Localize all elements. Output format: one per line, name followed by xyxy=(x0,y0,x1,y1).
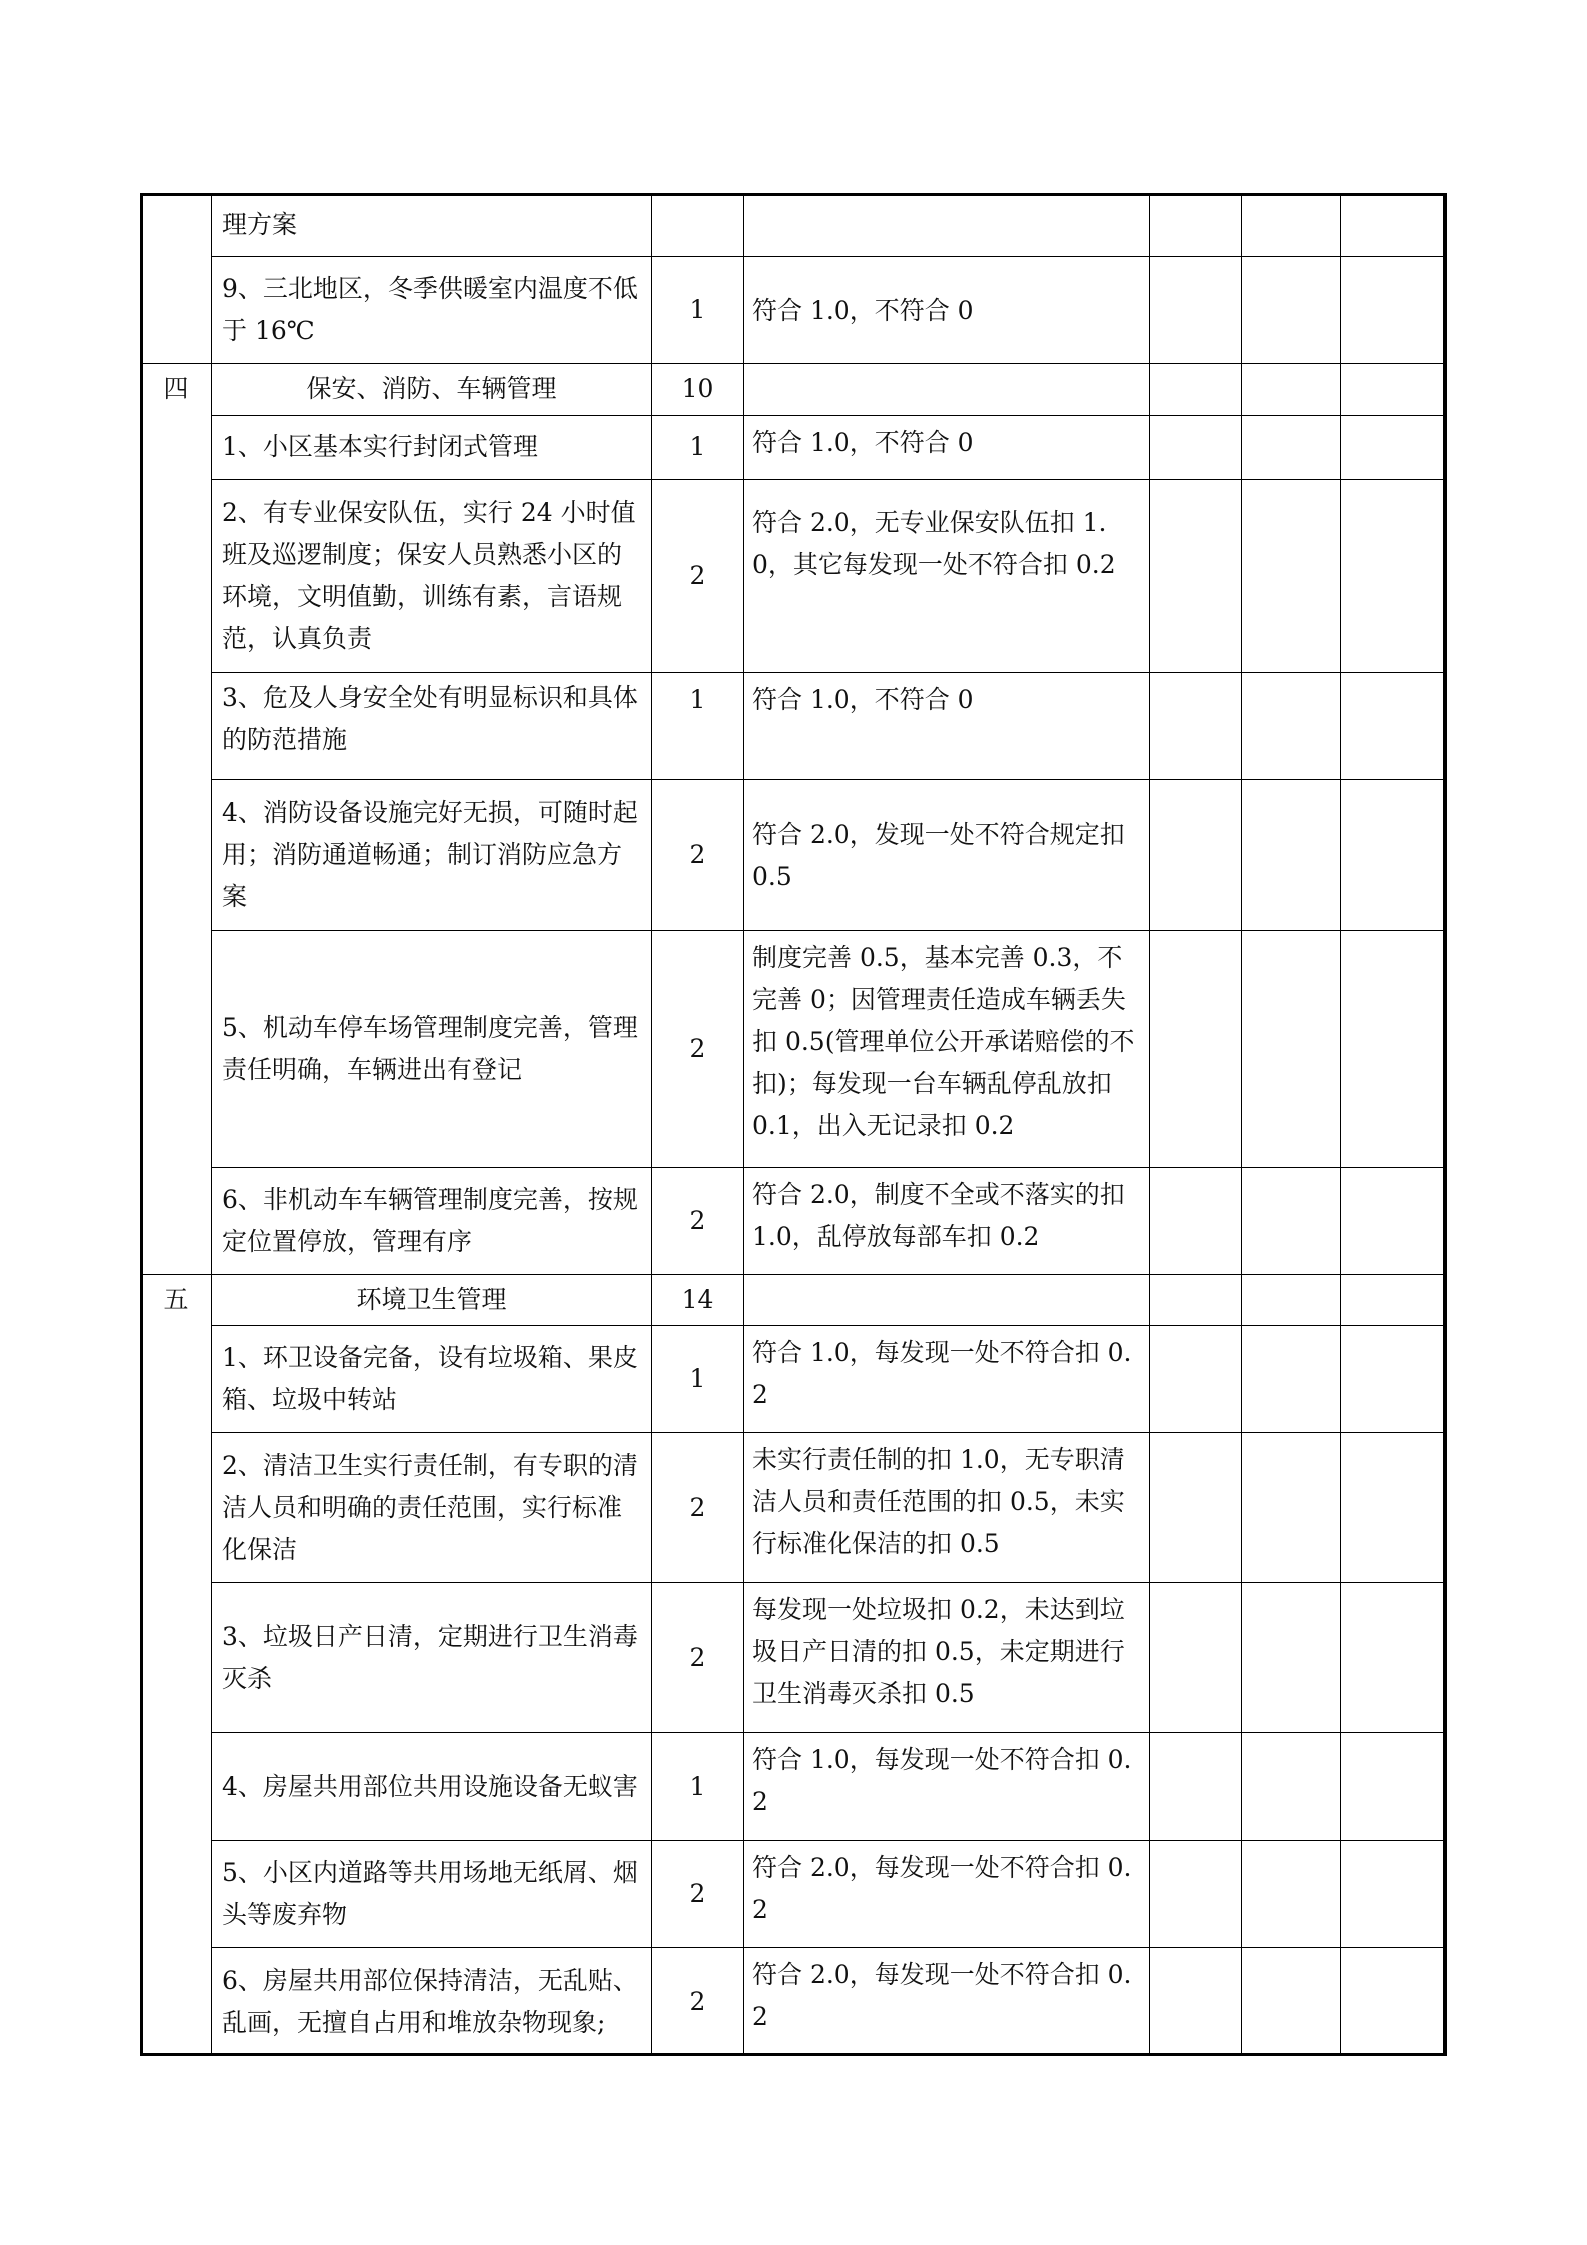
standard-cell: 符合 2.0，发现一处不符合规定扣 0.5 xyxy=(744,780,1150,931)
blank-cell xyxy=(1150,415,1242,479)
blank-cell xyxy=(1150,1948,1242,2056)
standard-cell: 制度完善 0.5，基本完善 0.3，不完善 0；因管理责任造成车辆丢失扣 0.5(管理单位公开承诺赔偿的不扣)；每发现一台车辆乱停乱放扣 0.1，出入无记录扣 0.2 xyxy=(744,930,1150,1167)
blank-cell xyxy=(1341,1167,1447,1274)
blank-cell xyxy=(1341,363,1447,415)
blank-cell xyxy=(1341,1274,1447,1326)
section-header-row xyxy=(141,363,1447,415)
blank-cell xyxy=(1150,1326,1242,1433)
table-row xyxy=(141,1433,1447,1583)
blank-cell xyxy=(1341,1433,1447,1583)
item-cell: 理方案 xyxy=(212,194,652,257)
item-cell: 2、有专业保安队伍，实行 24 小时值班及巡逻制度；保安人员熟悉小区的环境，文明值勤，训练有素，言语规范，认真负责 xyxy=(212,479,652,672)
standard-cell: 每发现一处垃圾扣 0.2，未达到垃圾日产日清的扣 0.5，未定期进行卫生消毒灭杀扣 0.5 xyxy=(744,1582,1150,1733)
score-cell xyxy=(652,194,744,257)
section-score: 14 xyxy=(652,1274,744,1326)
table-row xyxy=(141,479,1447,672)
standard-cell xyxy=(744,194,1150,257)
blank-cell xyxy=(1242,415,1341,479)
standard-cell: 符合 1.0，不符合 0 xyxy=(744,673,1150,780)
blank-cell xyxy=(1150,479,1242,672)
blank-cell xyxy=(1341,1948,1447,2056)
score-cell: 1 xyxy=(652,1326,744,1433)
score-cell: 1 xyxy=(652,415,744,479)
blank-cell xyxy=(1150,673,1242,780)
score-cell: 1 xyxy=(652,673,744,780)
blank-cell xyxy=(1242,780,1341,931)
blank-cell xyxy=(1150,1167,1242,1274)
item-cell: 3、垃圾日产日清，定期进行卫生消毒灭杀 xyxy=(212,1582,652,1733)
blank-cell xyxy=(1341,1582,1447,1733)
standard-cell xyxy=(744,1274,1150,1326)
blank-cell xyxy=(1341,1733,1447,1841)
score-cell: 1 xyxy=(652,1733,744,1841)
blank-cell xyxy=(1150,257,1242,364)
score-cell: 2 xyxy=(652,1433,744,1583)
score-cell: 2 xyxy=(652,1948,744,2056)
blank-cell xyxy=(1242,363,1341,415)
blank-cell xyxy=(1242,1948,1341,2056)
score-cell: 2 xyxy=(652,479,744,672)
standard-cell: 符合 1.0，每发现一处不符合扣 0.2 xyxy=(744,1326,1150,1433)
blank-cell xyxy=(1150,930,1242,1167)
blank-cell xyxy=(1242,257,1341,364)
blank-cell xyxy=(1341,930,1447,1167)
score-cell: 2 xyxy=(652,780,744,931)
score-cell: 2 xyxy=(652,930,744,1167)
table-row xyxy=(141,1948,1447,2056)
blank-cell xyxy=(1341,780,1447,931)
table-row xyxy=(141,257,1447,364)
blank-cell xyxy=(1150,1433,1242,1583)
score-cell: 2 xyxy=(652,1582,744,1733)
section-header-row xyxy=(141,1274,1447,1326)
blank-cell xyxy=(1242,194,1341,257)
blank-cell xyxy=(1341,479,1447,672)
standard-cell: 符合 1.0，不符合 0 xyxy=(744,415,1150,479)
standard-cell: 符合 2.0，制度不全或不落实的扣 1.0，乱停放每部车扣 0.2 xyxy=(744,1167,1150,1274)
blank-cell xyxy=(1242,1433,1341,1583)
blank-cell xyxy=(1242,1326,1341,1433)
table-row xyxy=(141,415,1447,479)
blank-cell xyxy=(1341,194,1447,257)
item-cell: 6、非机动车车辆管理制度完善，按规定位置停放，管理有序 xyxy=(212,1167,652,1274)
item-cell: 6、房屋共用部位保持清洁，无乱贴、乱画，无擅自占用和堆放杂物现象; xyxy=(212,1948,652,2056)
blank-cell xyxy=(1242,1274,1341,1326)
blank-cell xyxy=(1242,1167,1341,1274)
item-cell: 5、机动车停车场管理制度完善，管理责任明确，车辆进出有登记 xyxy=(212,930,652,1167)
blank-cell xyxy=(1150,1841,1242,1948)
blank-cell xyxy=(1150,1582,1242,1733)
item-cell: 4、房屋共用部位共用设施设备无蚁害 xyxy=(212,1733,652,1841)
standard-cell: 符合 2.0，无专业保安队伍扣 1.0，其它每发现一处不符合扣 0.2 xyxy=(744,479,1150,672)
blank-cell xyxy=(1341,415,1447,479)
blank-cell xyxy=(1242,673,1341,780)
standard-cell: 符合 2.0，每发现一处不符合扣 0.2 xyxy=(744,1841,1150,1948)
item-cell: 5、小区内道路等共用场地无纸屑、烟头等废弃物 xyxy=(212,1841,652,1948)
table-row xyxy=(141,780,1447,931)
standard-cell: 符合 1.0，不符合 0 xyxy=(744,257,1150,364)
score-cell: 2 xyxy=(652,1167,744,1274)
table-row xyxy=(141,930,1447,1167)
blank-cell xyxy=(1242,930,1341,1167)
section-title: 保安、消防、车辆管理 xyxy=(212,363,652,415)
standard-cell xyxy=(744,363,1150,415)
blank-cell xyxy=(1242,1733,1341,1841)
blank-cell xyxy=(1341,1841,1447,1948)
table-row xyxy=(141,194,1447,257)
item-cell: 4、消防设备设施完好无损，可随时起用；消防通道畅通；制订消防应急方案 xyxy=(212,780,652,931)
blank-cell xyxy=(1150,194,1242,257)
item-cell: 2、清洁卫生实行责任制，有专职的清洁人员和明确的责任范围，实行标准化保洁 xyxy=(212,1433,652,1583)
table-row xyxy=(141,673,1447,780)
blank-cell xyxy=(1341,1326,1447,1433)
blank-cell xyxy=(1150,363,1242,415)
section-number-cell: 五 xyxy=(141,1274,212,2056)
table-row xyxy=(141,1167,1447,1274)
section-title: 环境卫生管理 xyxy=(212,1274,652,1326)
table-row xyxy=(141,1582,1447,1733)
blank-cell xyxy=(1242,1841,1341,1948)
score-cell: 1 xyxy=(652,257,744,364)
blank-cell xyxy=(1341,673,1447,780)
table-row xyxy=(141,1326,1447,1433)
evaluation-table xyxy=(140,193,1447,2056)
blank-cell xyxy=(1341,257,1447,364)
blank-cell xyxy=(1150,1274,1242,1326)
standard-cell: 符合 1.0，每发现一处不符合扣 0.2 xyxy=(744,1733,1150,1841)
blank-cell xyxy=(1242,479,1341,672)
table-row xyxy=(141,1733,1447,1841)
item-cell: 1、小区基本实行封闭式管理 xyxy=(212,415,652,479)
standard-cell: 未实行责任制的扣 1.0，无专职清洁人员和责任范围的扣 0.5，未实行标准化保洁的扣 0.5 xyxy=(744,1433,1150,1583)
blank-cell xyxy=(1242,1582,1341,1733)
section-number-cell xyxy=(141,194,212,364)
table-row xyxy=(141,1841,1447,1948)
section-number-cell: 四 xyxy=(141,363,212,1274)
blank-cell xyxy=(1150,1733,1242,1841)
standard-cell: 符合 2.0，每发现一处不符合扣 0.2 xyxy=(744,1948,1150,2056)
item-cell: 9、三北地区，冬季供暖室内温度不低于 16℃ xyxy=(212,257,652,364)
item-cell: 3、危及人身安全处有明显标识和具体的防范措施 xyxy=(212,673,652,780)
item-cell: 1、环卫设备完备，设有垃圾箱、果皮箱、垃圾中转站 xyxy=(212,1326,652,1433)
score-cell: 2 xyxy=(652,1841,744,1948)
section-score: 10 xyxy=(652,363,744,415)
blank-cell xyxy=(1150,780,1242,931)
